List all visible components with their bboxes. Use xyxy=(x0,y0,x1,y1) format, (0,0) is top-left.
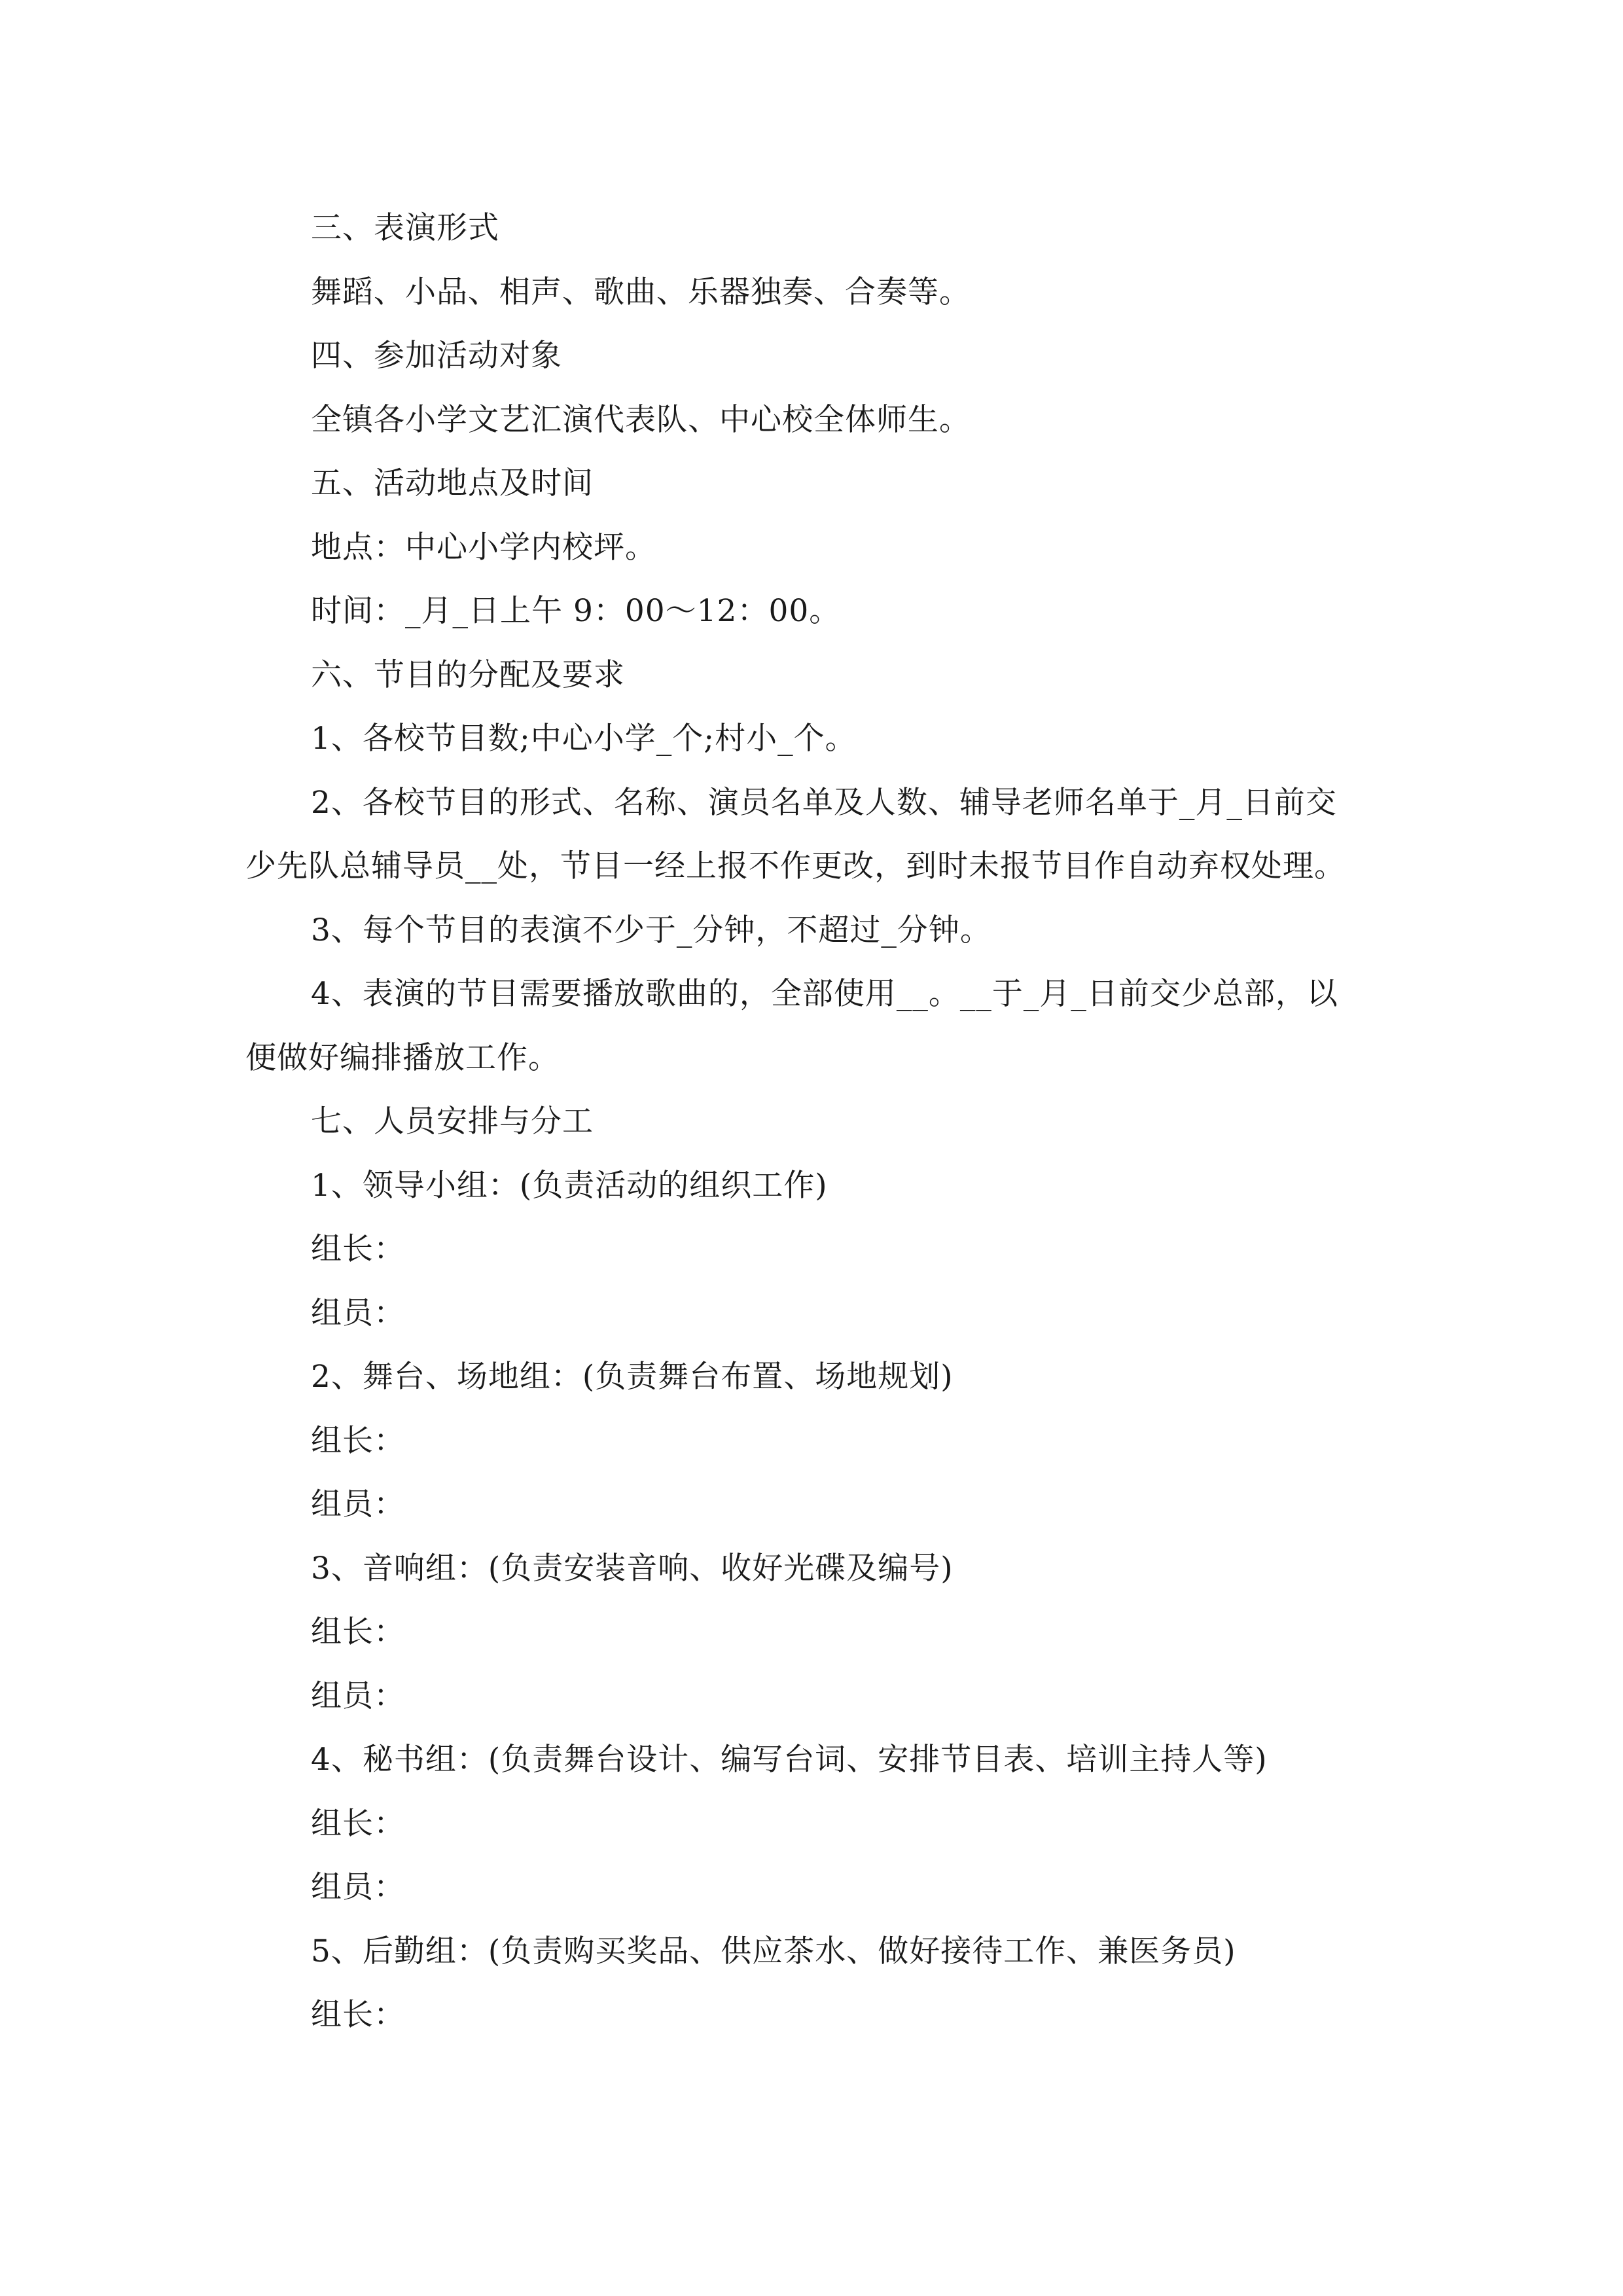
group-member-label: 组员： xyxy=(311,1677,405,1714)
group-member-label: 组员： xyxy=(311,1869,405,1905)
paragraph-time: 时间：_月_日上午 9：00～12：00。 xyxy=(311,593,841,629)
section-heading-performance-form: 三、表演形式 xyxy=(311,210,499,246)
list-item-stage-venue-group: 2、舞台、场地组：(负责舞台布置、场地规划) xyxy=(311,1359,954,1395)
section-heading-participants: 四、参加活动对象 xyxy=(311,338,562,374)
list-item-program-submission-continued: 少先队总辅导员__处，节目一经上报不作更改，到时未报节目作自动弃权处理。 xyxy=(245,848,1346,884)
group-leader-label: 组长： xyxy=(311,1231,405,1267)
paragraph-performance-types: 舞蹈、小品、相声、歌曲、乐器独奏、合奏等。 xyxy=(311,274,971,310)
paragraph-location: 地点：中心小学内校坪。 xyxy=(311,529,656,565)
list-item-music-playback-continued: 便做好编排播放工作。 xyxy=(245,1039,560,1076)
group-leader-label: 组长： xyxy=(311,1422,405,1459)
section-heading-program-requirements: 六、节目的分配及要求 xyxy=(311,656,625,693)
group-leader-label: 组长： xyxy=(311,1805,405,1842)
group-member-label: 组员： xyxy=(311,1295,405,1331)
group-leader-label: 组长： xyxy=(311,1997,405,2033)
group-leader-label: 组长： xyxy=(311,1614,405,1650)
group-member-label: 组员： xyxy=(311,1486,405,1522)
list-item-secretary-group: 4、秘书组：(负责舞台设计、编写台词、安排节目表、培训主持人等) xyxy=(311,1742,1268,1778)
list-item-music-playback: 4、表演的节目需要播放歌曲的，全部使用__。__于_月_日前交少总部，以 xyxy=(311,976,1338,1012)
list-item-program-submission: 2、各校节目的形式、名称、演员名单及人数、辅导老师名单于_月_日前交 xyxy=(311,784,1337,821)
list-item-program-count: 1、各校节目数;中心小学_个;村小_个。 xyxy=(311,721,857,757)
section-heading-staff-arrangement: 七、人员安排与分工 xyxy=(311,1103,594,1139)
document-body xyxy=(245,196,1404,2047)
section-heading-location-time: 五、活动地点及时间 xyxy=(311,465,594,501)
list-item-logistics-group: 5、后勤组：(负责购买奖品、供应茶水、做好接待工作、兼医务员) xyxy=(311,1933,1236,1969)
list-item-program-duration: 3、每个节目的表演不少于_分钟，不超过_分钟。 xyxy=(311,912,991,948)
paragraph-participants: 全镇各小学文艺汇演代表队、中心校全体师生。 xyxy=(311,401,971,438)
list-item-leadership-group: 1、领导小组：(负责活动的组织工作) xyxy=(311,1167,828,1204)
list-item-audio-group: 3、音响组：(负责安装音响、收好光碟及编号) xyxy=(311,1550,954,1587)
